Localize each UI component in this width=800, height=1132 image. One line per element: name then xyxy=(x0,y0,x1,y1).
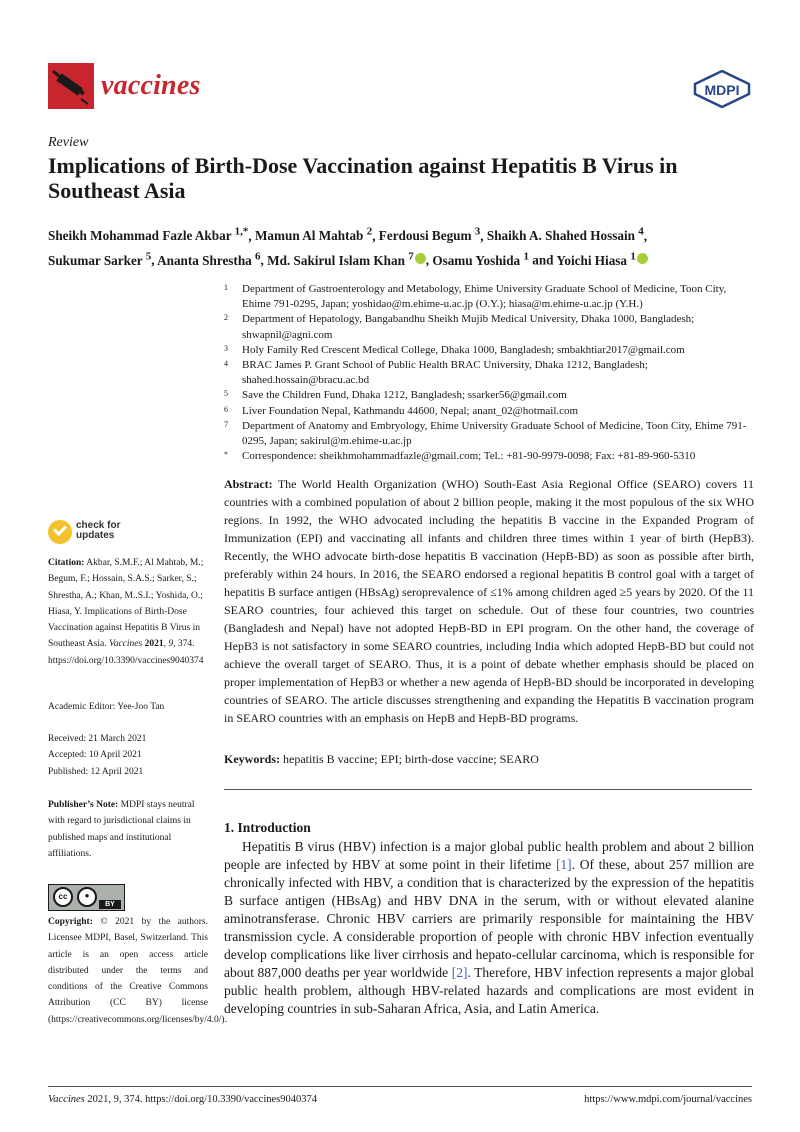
keywords xyxy=(224,752,754,767)
creative-commons-icon: cc xyxy=(53,887,73,907)
author: Mamun Al Mahtab $^2$ xyxy=(254,226,373,244)
author: Sheikh Mohammad Fazle Akbar $^{1,*}$ xyxy=(48,226,249,244)
footer-citation: Vaccines 2021, 9, 374. https://doi.org/10.3390/vaccines9040374 xyxy=(48,1094,318,1105)
journal-name: vaccines xyxy=(101,70,201,101)
author: Sukumar Sarker $^5$ xyxy=(48,250,152,268)
academic-editor: Academic Editor: Yee-Joo Tan xyxy=(48,702,165,712)
footer-journal-url[interactable]: https://www.mdpi.com/journal/vaccines xyxy=(584,1094,752,1105)
introduction-paragraph: Hepatitis B virus (HBV) infection is a major global public health problem and about 2 billion people are infected by HBV at some point in their lifetime [1]. Of these, about 257 million are chronically infected with HBV, a condition that is characterized by the expression of the hepatitis B surface antigen (HBsAg) and HBV DNA in the serum, with or without elevated alanine aminotransferase. Chronic HBV carriers are primarily responsible for maintaining the HBV transmission cycle. A considerable proportion of people with chronic HBV infection eventually develop complications like liver cirrhosis and hepato-cellular carcinoma, which is responsible for about 887,000 deaths per year worldwide [2]. Therefore, HBV infection represents a major global public health problem, although HBV-related hazards and complications are most evident in developing countries in sub-Saharan Africa, Asia, and Latin America. xyxy=(224,839,755,1016)
section-heading: 1. Introduction xyxy=(224,820,311,835)
published-date: Published: 12 April 2021 xyxy=(48,766,144,777)
by-label: BY xyxy=(99,900,121,909)
reference-link[interactable]: [1] xyxy=(555,857,572,872)
abstract xyxy=(224,475,754,727)
cc-by-license-badge[interactable] xyxy=(48,884,125,911)
affiliation: 2 Department of Hepatology, Bangabandhu Sheikh Mujib Medical University, Dhaka 1000, Bangladesh; shwapnil@agni.com xyxy=(224,313,695,341)
author: Ferdousi Begum $^3$ xyxy=(378,226,481,244)
author: Ananta Shrestha $^6$ xyxy=(157,250,261,268)
publication-dates xyxy=(48,731,208,780)
affiliation: 5 Save the Children Fund, Dhaka 1212, Bangladesh; ssarker56@gmail.com xyxy=(224,389,567,402)
orcid-icon[interactable] xyxy=(415,253,426,264)
authors-line-1: Sheikh Mohammad Fazle Akbar $^{1,*}$, Mamun Al Mahtab $^2$, Ferdousi Begum $^3$, Shaikh A. Shahed Hossain $^4$, xyxy=(48,226,648,244)
copyright-notice: Copyright: © 2021 by the authors. Licensee MDPI, Basel, Switzerland. This article is an open access article distributed under the terms and conditions of the Creative Commons Attribution (CC BY) license (https://creativecommons.org/licenses/by/4.0/). xyxy=(48,917,227,1025)
author: Md. Sakirul Islam Khan $^7$ xyxy=(267,253,426,268)
author-list xyxy=(48,222,753,271)
citation-block: Citation: Akbar, S.M.F.; Al Mahtab, M.; Begum, F.; Hossain, S.A.S.; Sarker, S.; Shrestha, A.; Khan, M..S.I.; Yoshida, O.; Hiasa, Y. Implications of Birth-Dose Vaccination against Hepatitis B Virus in Southeast Asia. Vaccines 2021, 9, 374. https://doi.org/10.3390/vaccines9040374 xyxy=(48,558,204,666)
affiliation: 1 Department of Gastroenterology and Metabology, Ehime University Graduate School of Medicine, Toon City, Ehime 791-0295, Japan; yoshidao@m.ehime-u.ac.jp (O.Y.); hiasa@m.ehime-u.ac.jp (Y.H.) xyxy=(224,283,727,311)
affiliation: 6 Liver Foundation Nepal, Kathmandu 44600, Nepal; anant_02@hotmail.com xyxy=(224,404,579,417)
footer-divider xyxy=(48,1086,752,1087)
abstract-text: The World Health Organization (WHO) South-East Asia Regional Office (SEARO) covers 11 countries with a combined population of about 2 billion people, making it the most populous of the six WHO regions. In 1992, the WHO advocated including the hepatitis B vaccine in the Expanded Program of Immunization (EPI) and vaccinating all infants and children three times within 1 year of birth (HepB3). Recently, the WHO advocate birth-dose hepatitis B vaccination (HepB-BD) as soon as possible after birth, preferably within 24 hours. In 2016, the SEARO endorsed a regional hepatitis B control goal with a target of hepatitis B surface antigen (HBsAg) seroprevalence of ≤1% among children aged ≥5 years by 2020. Of the 11 SEARO countries, four achieved this target on schedule. Out of these four countries, two countries (Bangladesh and Nepal) have not adopted HepB-BD in EPI program. On the other hand, the coverage of HepB3 is not satisfactory in some SEARO countries, including India which adopted HepB-BD but could not achieve the overall target of SEARO. Thus, it is a point of debate whether emphasis should be placed on proper implementation of HepB3 or whether a new agenda of HepB-BD should be incorporated in developing countries of SEARO. The article discusses strengthening and expanding the Hepatitis B vaccination program in SEARO countries with an emphasis on HepB and HepB-BD programs. xyxy=(224,477,754,725)
keywords-text: hepatitis B vaccine; EPI; birth-dose vaccine; SEARO xyxy=(283,752,539,766)
orcid-icon[interactable] xyxy=(637,253,648,264)
person-icon: ● xyxy=(77,887,97,907)
mdpi-logo xyxy=(693,70,751,108)
accepted-date: Accepted: 10 April 2021 xyxy=(48,750,142,761)
abstract-label: Abstract: xyxy=(224,477,273,491)
check-for-updates-badge[interactable]: check for updates xyxy=(48,518,168,548)
affiliation: 7 Department of Anatomy and Embryology, Ehime University Graduate School of Medicine, Toon City, Ehime 791-0295, Japan; sakirul@m.ehime-u.ac.jp xyxy=(224,419,747,448)
affiliation-list xyxy=(224,282,754,464)
keywords-label: Keywords: xyxy=(224,752,280,766)
journal-logo xyxy=(48,63,94,109)
affiliation: 4 BRAC James P. Grant School of Public Health BRAC University, Dhaka 1212, Bangladesh; shahed.hossain@bracu.ac.bd xyxy=(224,359,648,387)
author: Osamu Yoshida $^1$ xyxy=(432,250,529,268)
received-date: Received: 21 March 2021 xyxy=(48,734,147,744)
syringe-icon xyxy=(48,63,94,109)
article-type: Review xyxy=(48,135,89,150)
correspondence: * Correspondence: sheikhmohammadfazle@gmail.com; Tel.: +81-90-9979-0098; Fax: +81-89-960-5310 xyxy=(224,450,696,463)
article-title: Implications of Birth-Dose Vaccination against Hepatitis B Virus in Southeast Asia xyxy=(48,153,678,203)
author: Yoichi Hiasa $^1$ xyxy=(556,253,648,268)
checkmark-icon xyxy=(48,520,72,544)
mdpi-logo-text: MDPI xyxy=(704,82,740,98)
publisher-note: Publisher’s Note: MDPI stays neutral with regard to jurisdictional claims in published maps and institutional affiliations. xyxy=(48,800,195,859)
affiliation: 3 Holy Family Red Crescent Medical College, Dhaka 1000, Bangladesh; smbakhtiar2017@gmail.com xyxy=(224,343,685,356)
section-divider xyxy=(224,789,752,790)
reference-link[interactable]: [2] xyxy=(451,965,468,980)
author: Shaikh A. Shahed Hossain $^4$ xyxy=(486,226,644,244)
authors-line-2: Sukumar Sarker $^5$, Ananta Shrestha $^6$, Md. Sakirul Islam Khan $^7$ , Osamu Yoshida $^1$ and Yoichi Hiasa $^1$ xyxy=(48,246,753,270)
